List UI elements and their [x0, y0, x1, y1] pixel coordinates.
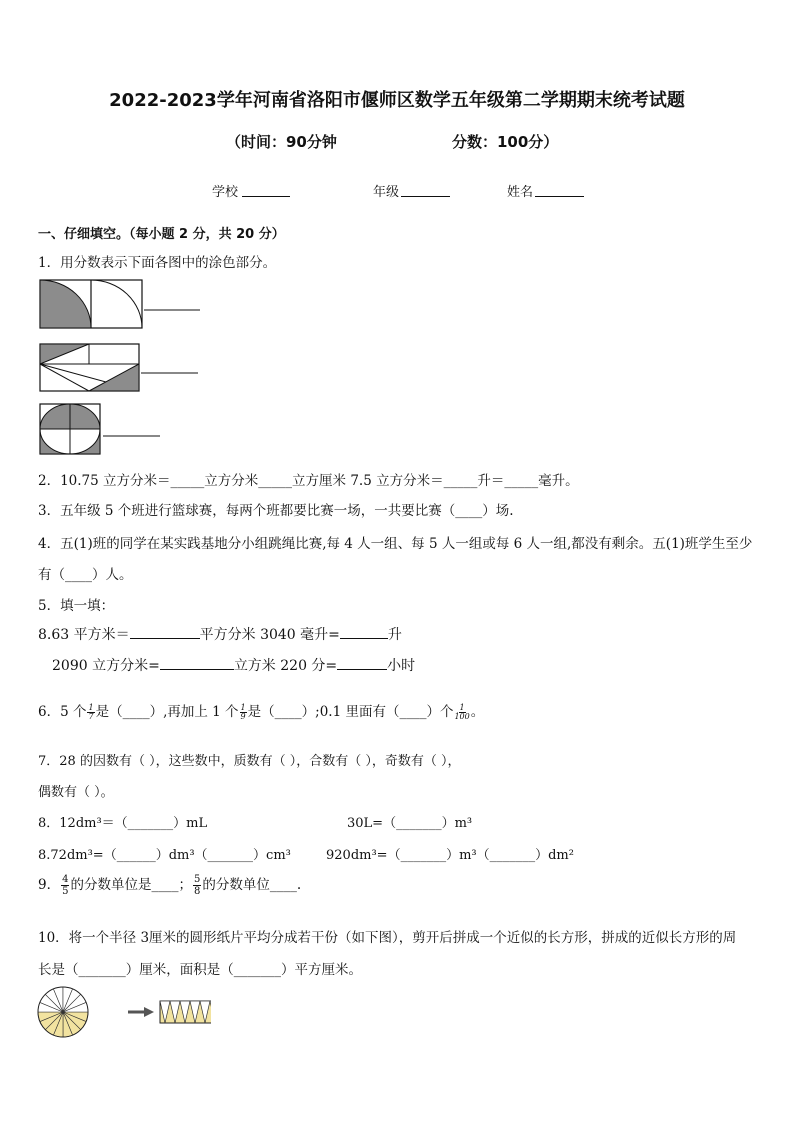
question-5-line2: 2090 立方分米= 立方米 220 分= 小时 [52, 658, 416, 674]
question-8b: 30L=（_______）m³ [347, 816, 473, 831]
question-9: 9． $\frac{4}{5}$ 的分数单位是____； $\frac{5}{8}$ 的分数单位____. [38, 874, 302, 897]
school-blank [242, 196, 290, 197]
question-1: 1．用分数表示下面各图中的涂色部分。 [38, 255, 277, 271]
section-heading: 一、仔细填空。（每小题 2 分，共 20 分） [38, 227, 285, 242]
question-6: 6．5 个 $\frac{1}{7}$ 是（____）,再加上 1 个 $\frac{1}{9}$ 是（____）;0.1 里面有（____）个 $\frac{1}{100}$ 。 [38, 703, 485, 721]
figure-square-semicircle [38, 402, 162, 456]
question-10-line2: 长是（_______）厘米，面积是（_______）平方厘米。 [38, 962, 362, 978]
arrow-icon [128, 1007, 154, 1017]
question-2: 2．10.75 立方分米＝_____立方分米_____立方厘米 7.5 立方分米＝_____升＝_____毫升。 [38, 473, 579, 489]
grade-label: 年级 [373, 185, 400, 200]
school-label: 学校 [212, 185, 239, 200]
divided-circle [38, 987, 88, 1037]
approximate-rectangle [160, 1001, 211, 1023]
name-blank [535, 196, 584, 197]
question-4-line1: 4．五(1)班的同学在某实践基地分小组跳绳比赛,每 4 人一组、每 5 人一组或每 6 人一组,都没有剩余。五(1)班学生至少 [38, 536, 753, 552]
question-7-line2: 偶数有（ ）。 [38, 785, 114, 800]
question-7-line1: 7．28 的因数有（ ），这些数中，质数有（ ），合数有（ ），奇数有（ ）， [38, 754, 461, 769]
question-5-head: 5．填一填： [38, 598, 115, 614]
figure-rectangle-triangles [38, 342, 200, 394]
question-8d: 920dm³=（_______）m³（_______）dm² [326, 848, 574, 863]
figure-quarter-circles [38, 279, 202, 331]
question-8c: 8.72dm³=（______）dm³（_______）cm³ [38, 848, 291, 863]
exam-time: （时间：90分钟 [226, 133, 337, 151]
question-3: 3．五年级 5 个班进行篮球赛，每两个班都要比赛一场，一共要比赛（____）场. [38, 503, 514, 519]
exam-score: 分数：100分） [452, 133, 559, 151]
question-5-line1: 8.63 平方米＝ 平方分米 3040 毫升= 升 [38, 627, 402, 643]
question-4-line2: 有（____）人。 [38, 567, 133, 583]
name-label: 姓名 [507, 185, 534, 200]
page-title: 2022-2023学年河南省洛阳市偃师区数学五年级第二学期期末统考试题 [109, 90, 685, 111]
grade-blank [401, 196, 450, 197]
figure-circle-to-rectangle [36, 986, 211, 1042]
question-10-line1: 10．将一个半径 3厘米的圆形纸片平均分成若干份（如下图），剪开后拼成一个近似的长方形，拼成的近似长方形的周 [38, 930, 737, 946]
question-8a: 8．12dm³＝（_______）mL [38, 816, 208, 831]
